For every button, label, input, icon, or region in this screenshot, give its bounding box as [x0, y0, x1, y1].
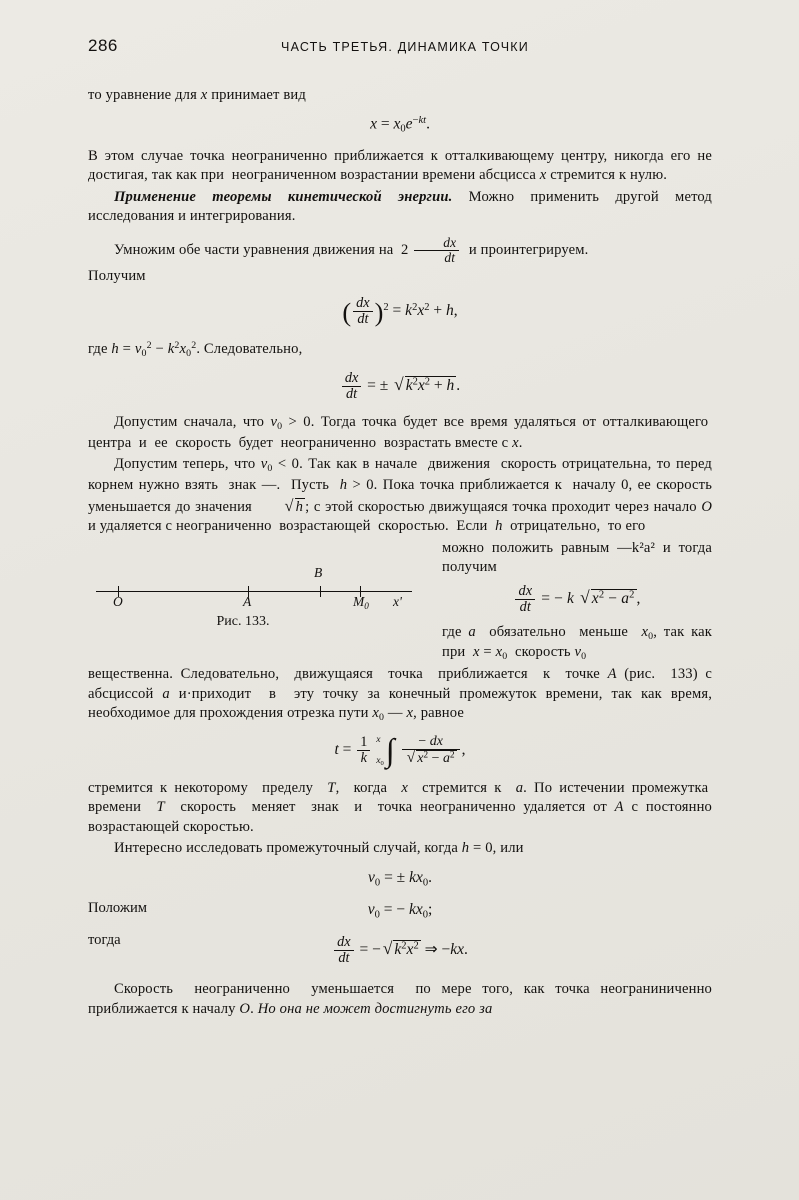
paragraph-4: Умножим обе части уравнения движения на 2 $\frac{dx}{dt}$ и проинтегрируем.	[114, 234, 589, 265]
paragraph-3-rest: Можно применить другой метод исследования и интегрирования.	[88, 188, 713, 225]
page-header	[88, 36, 712, 58]
equation-4: $\frac{dx}{dt}$ = − k √ $x^2 - a^2$ ,	[442, 584, 712, 615]
equation-3: $\frac{dx}{dt}$ = ± √ $k^2x^2 + h$ .	[88, 371, 712, 402]
equation-5: t = $\frac{1}{k}$ x $x_0$ ∫ $\frac{- dx}{√ x^2 - a^2}$ ,	[334, 732, 466, 769]
paragraph-8: Допустим теперь, что $v_0 < 0$. Так как в начале движения скорость отрицательна, то перед корнем нужно взять знак —. Пусть h > 0. Пока точка приближается к началу 0, ее скорость уменьшается до значения √ h ; с этой скоростью движущаяся точка проходит через начало O и удаляется с неограниченно возрастающей скоростью. Если h отрицательно, то его	[88, 456, 713, 535]
figure-caption: Рис. 133.	[216, 613, 270, 629]
paragraph-5: Получим	[88, 267, 146, 284]
axis-line	[96, 591, 412, 592]
number-line-diagram	[88, 563, 428, 609]
figure-133	[88, 553, 428, 630]
paragraph-11: Интересно исследовать промежуточный случай, когда h = 0, или	[114, 840, 524, 857]
page-content	[88, 36, 712, 1021]
paragraph-3	[88, 188, 712, 227]
axis-label-A: A	[243, 593, 252, 609]
page-number: 286	[88, 36, 118, 55]
axis-label-x-prime: x'	[393, 593, 402, 609]
figure-and-sidetext	[88, 539, 712, 665]
paragraph-1: то уравнение для x принимает вид	[88, 87, 306, 103]
paragraph-12-italic: Но она не может достигнуть его за	[257, 1000, 493, 1017]
fraction-dx-dt: $\frac{dx}{dt}$	[353, 296, 372, 327]
equation-2: ( $\frac{dx}{dt}$ )$^2 = k^2x^2 + h$,	[342, 295, 458, 328]
axis-label-B: B	[314, 564, 323, 580]
paragraph-3-lead: Применение теоремы кинетической энергии.	[114, 188, 453, 205]
equation-7: $v_0$ = − $kx_0$;	[367, 901, 433, 921]
paragraph-9: вещественна. Следовательно, движущаяся точка приближается к точке A (рис. 133) с абсциссой a и·приходит в эту точку за конечный промежуток времени, так как время, необходимое для прохождения отрезка пути $x_0$ — x, равное	[88, 666, 712, 724]
tick-B	[320, 586, 321, 597]
side-text-block	[442, 539, 712, 665]
side-paragraph-1: можно положить равным —k²a² и тогда получим	[442, 539, 712, 576]
side-paragraph-2: где a обязательно меньше $x_0$, так как при $x = x_0$ скорость $v_0$	[442, 623, 712, 663]
paragraph-6: где $h = v_0^2 - k^2x_0^2$. Следовательно,	[88, 340, 303, 360]
paragraph-12: Скорость неограниченно уменьшается по мере того, как точка неограниниченно приближается к началу O. Но она не может достигнуть его за	[88, 981, 712, 1017]
axis-label-M0: $M_0$	[353, 593, 369, 611]
equation-1: $x = x_0e^{-kt}$.	[370, 115, 430, 136]
label-polozhim: Положим	[88, 900, 147, 917]
label-togda: тогда	[88, 932, 121, 949]
equation-6: $v_0$ = ± $kx_0$.	[368, 868, 432, 889]
equation-8: $\frac{dx}{dt}$ = − √ $k^2x^2$ ⇒ −kx.	[88, 935, 712, 966]
fraction-dx-dt-inline: $\frac{dx}{dt}$	[414, 236, 459, 265]
paragraph-10: стремится к некоторому пределу T, когда x стремится к a. По истечении промежутка времени T скорость меняет знак и точка неограниченно удаляется от A с постоянно возрастающей скоростью.	[88, 780, 712, 835]
running-title: ЧАСТЬ ТРЕТЬЯ. ДИНАМИКА ТОЧКИ	[281, 40, 529, 54]
axis-label-O: O	[113, 593, 123, 609]
paragraph-2: В этом случае точка неограниченно приближается к отталкивающему центру, никогда его не достигая, так как при неограниченном возрастании времени абсцисса x стремится к нулю.	[88, 148, 712, 184]
paragraph-7: Допустим сначала, что $v_0 > 0$. Тогда точка будет все время удаляться от отталкивающего центра и ее скорость будет неограниченно возрастать вместе с x.	[88, 414, 712, 451]
